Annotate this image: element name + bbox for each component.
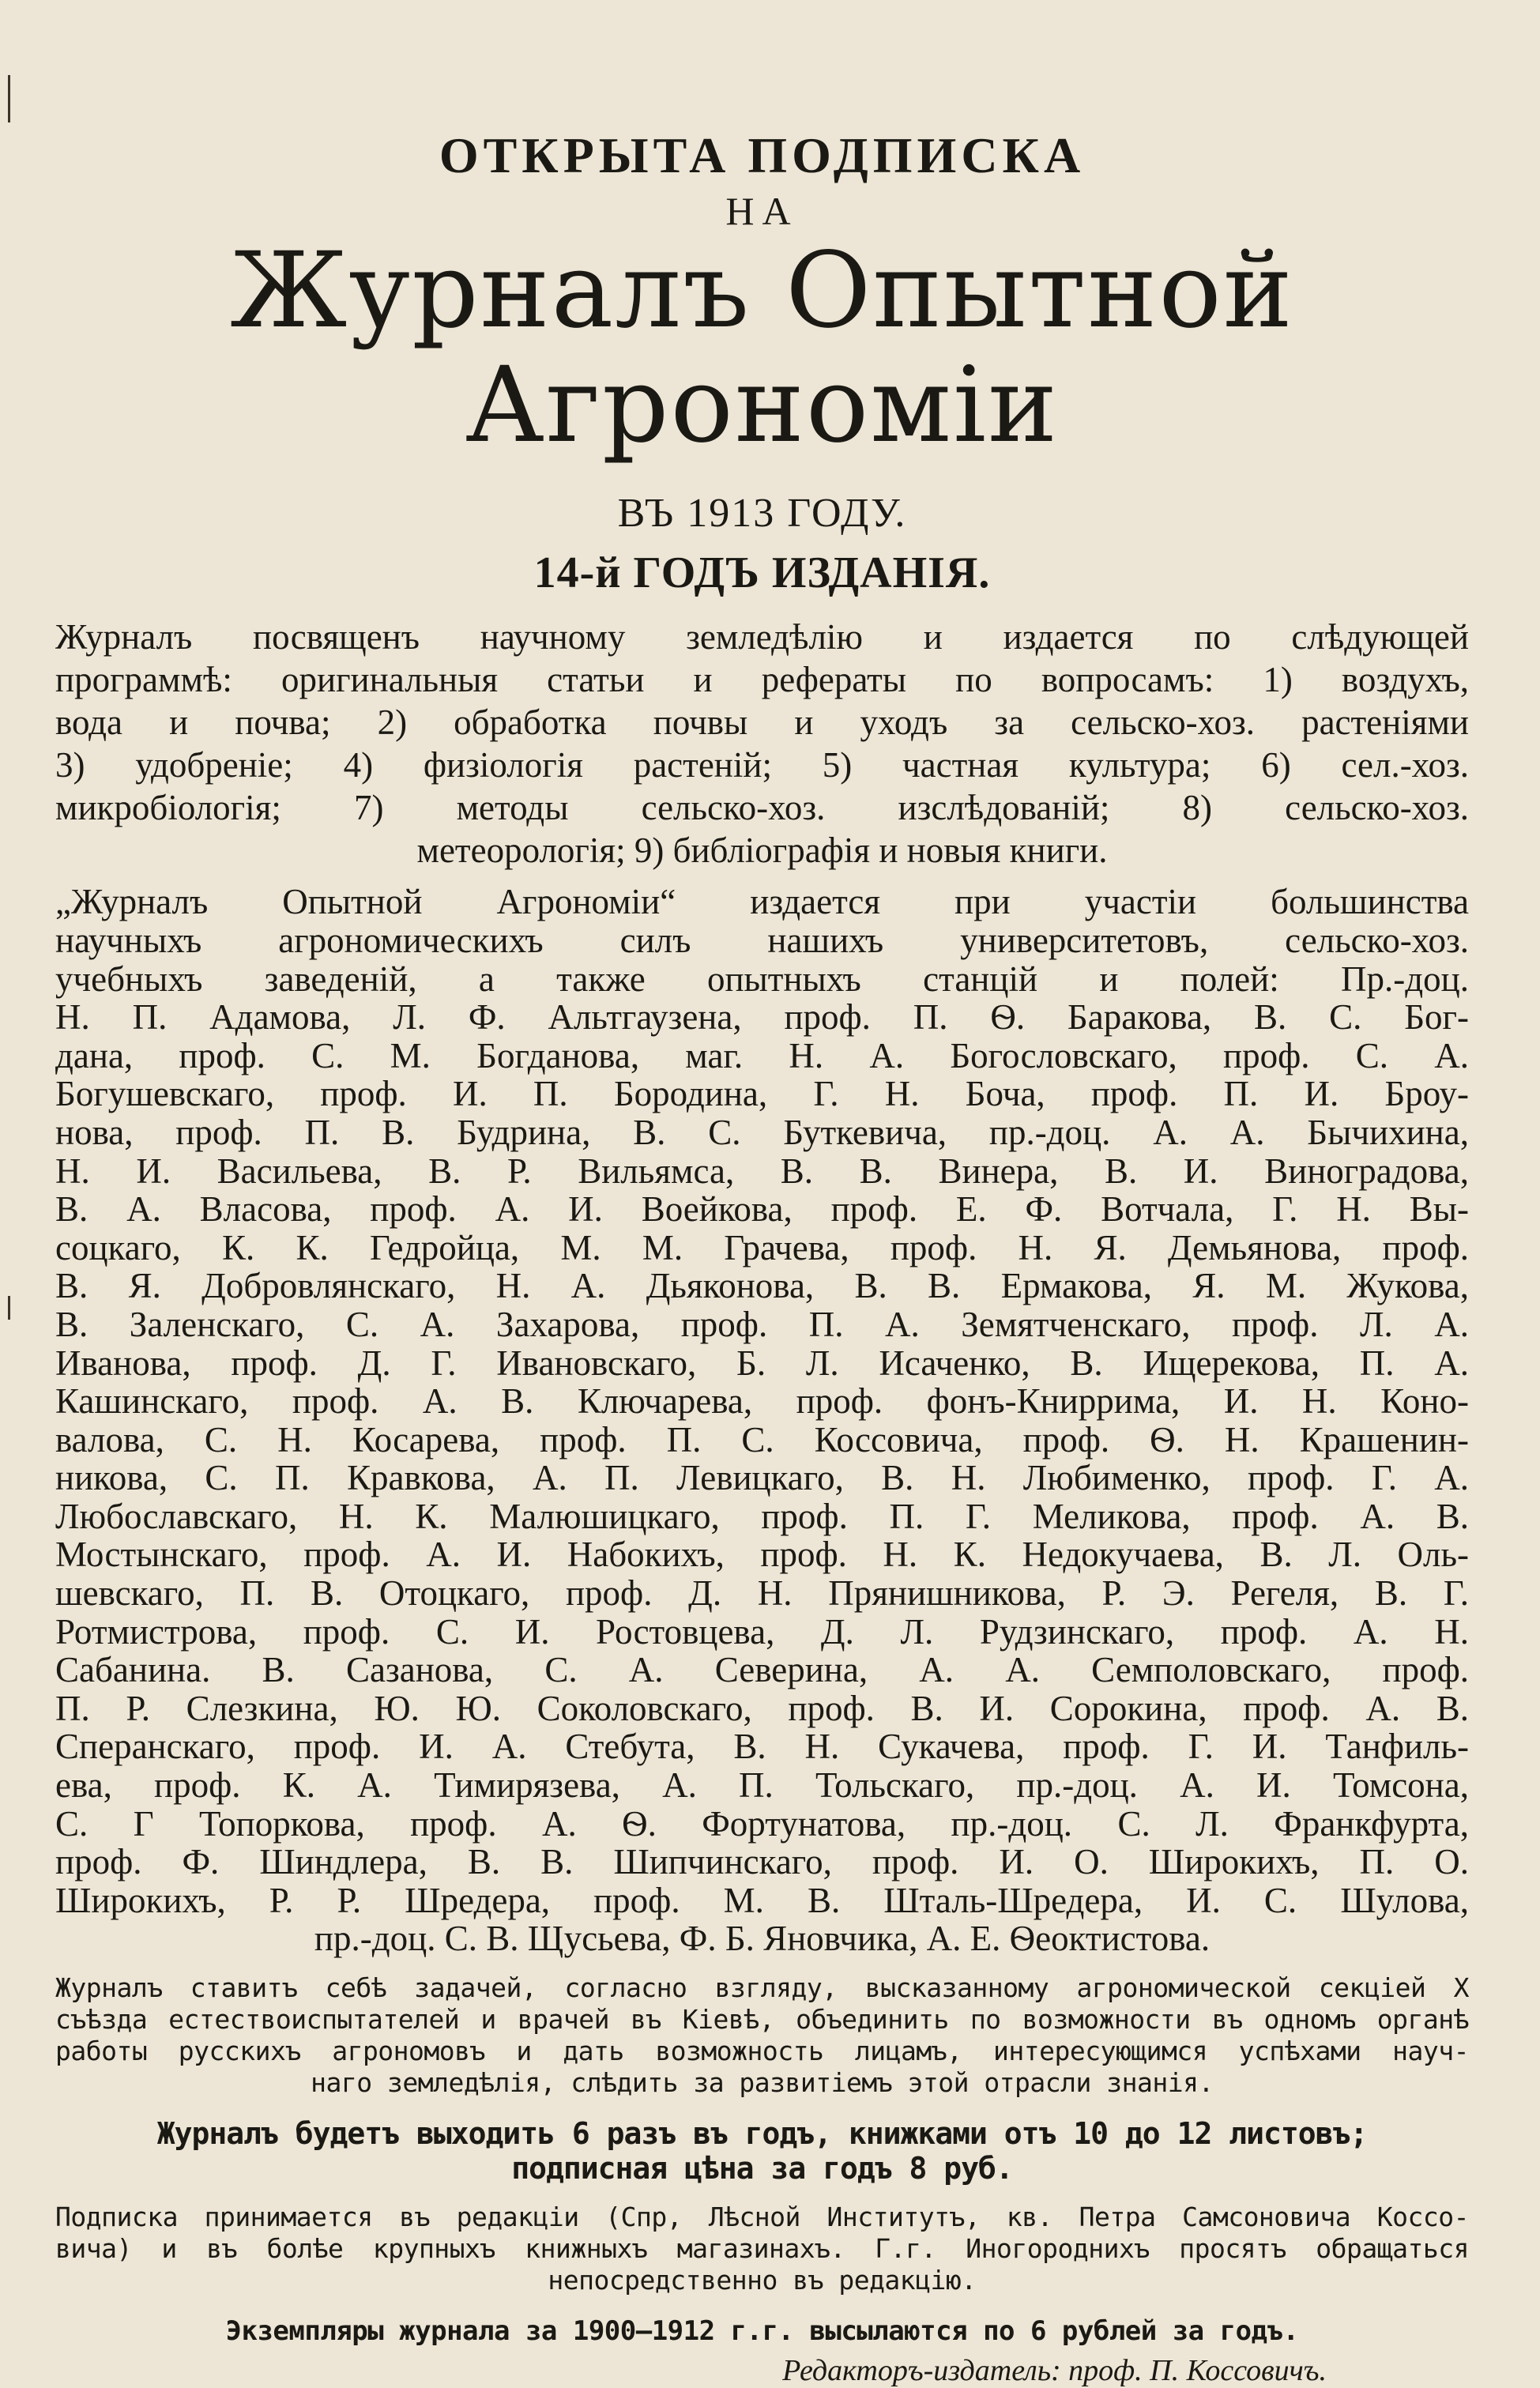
header-line2: НА [725, 189, 799, 233]
contributors-line: соцкаго, К. К. Гедройца, М. М. Грачева, проф. Н. Я. Демьянова, проф. [55, 1227, 1469, 1267]
aim-line: Журналъ ставитъ себѣ задачей, согласно взгляду, высказанному агрономической секціей X [55, 1972, 1469, 2003]
contributors-line: дана, проф. С. М. Богданова, маг. Н. А. Богословскаго, проф. С. А. [55, 1035, 1469, 1075]
subscription-line: вича) и въ болѣе крупныхъ книжныхъ магазинахъ. Г.г. Иногороднихъ просятъ обращаться [55, 2233, 1469, 2264]
contributors-line: ева, проф. К. А. Тимирязева, А. П. Тольскаго, пр.-доц. А. И. Томсона, [55, 1765, 1469, 1806]
subscription-line: Подписка принимается въ редакціи (Спр, Лѣсной Институтъ, кв. Петра Самсоновича Коссо- [55, 2202, 1469, 2232]
contributors-line: Ротмистрова, проф. С. И. Ростовцева, Д. Л. Рудзинскаго, проф. А. Н. [55, 1611, 1469, 1652]
subscription-line-last: непосредственно въ редакцію. [548, 2265, 977, 2296]
contributors-line: Мостынскаго, проф. А. И. Набокихъ, проф. Н. К. Недокучаева, В. Л. Оль- [55, 1535, 1469, 1575]
edition-line: 14-й ГОДЪ ИЗДАНІЯ. [533, 548, 991, 598]
contributors-line: валова, С. Н. Косарева, проф. П. С. Коссовича, проф. Ѳ. Н. Крашенин- [55, 1419, 1469, 1460]
contributors-line: Н. И. Васильева, В. Р. Вильямса, В. В. Винера, В. И. Виноградова, [55, 1151, 1469, 1191]
notice-line1: Журналъ будетъ выходить 6 разъ въ годъ, книжками отъ 10 до 12 листовъ; [156, 2116, 1368, 2151]
aim-line: съѣзда естествоиспытателей и врачей въ Кіевѣ, объединить по возможности въ одномъ органѣ [55, 2004, 1469, 2035]
program-line: 3) удобреніе; 4) физіологія растеній; 5) частная культура; 6) сел.-хоз. [55, 745, 1469, 785]
contributors-line: Н. П. Адамова, Л. Ф. Альтгаузена, проф. П. Ѳ. Баракова, В. С. Бог- [55, 997, 1469, 1038]
contributors-line: нова, проф. П. В. Будрина, В. С. Буткевича, пр.-доц. А. А. Бычихина, [55, 1112, 1469, 1152]
contributors-line: В. А. Власова, проф. А. И. Воейкова, проф. Е. Ф. Вотчала, Г. Н. Вы- [55, 1189, 1469, 1230]
contributors-line: Иванова, проф. Д. Г. Ивановскаго, Б. Л. Исаченко, В. Ищерекова, П. А. [55, 1343, 1469, 1383]
year-line: ВЪ 1913 ГОДУ. [617, 491, 907, 537]
copies-notice: Экземпляры журнала за 1900—1912 г.г. высылаются по 6 рублей за годъ. [225, 2315, 1299, 2347]
contributors-line: Кашинскаго, проф. А. В. Ключарева, проф. фонъ-Книррима, И. Н. Коно- [55, 1381, 1469, 1422]
contributors-line-last: пр.-доц. С. В. Щусьева, Ф. Б. Яновчика, А. Е. Ѳеоктистова. [314, 1919, 1211, 1959]
contributors-line: шевскаго, П. В. Отоцкаго, проф. Д. Н. Прянишникова, Р. Э. Регеля, В. Г. [55, 1573, 1469, 1614]
subscription-notice [55, 2116, 1469, 2186]
contributors-line: Сабанина. В. Сазанова, С. А. Северина, А. А. Семполовскаго, проф. [55, 1650, 1469, 1690]
contributors-line: учебныхъ заведеній, а также опытныхъ станцій и полей: Пр.-доц. [55, 959, 1469, 999]
contributors-line: „Журналъ Опытной Агрономіи“ издается при участіи большинства [55, 882, 1469, 922]
aim-line: работы русскихъ агрономовъ и дать возможность лицамъ, интересующимся успѣхами науч- [55, 2036, 1469, 2066]
contributors-line: проф. Ф. Шиндлера, В. В. Шипчинскаго, проф. И. О. Широкихъ, П. О. [55, 1842, 1469, 1882]
subscription-paragraph [55, 2202, 1469, 2296]
editor-signature: Редакторъ-издатель: проф. П. Коссовичъ. [782, 2354, 1327, 2387]
aim-paragraph [55, 1972, 1469, 2099]
contributors-line: никова, С. П. Кравкова, А. П. Левицкаго, В. Н. Любименко, проф. Г. А. [55, 1458, 1469, 1498]
program-line-last: метеорологія; 9) библіографія и новыя книги. [416, 831, 1108, 871]
contributors-line: Богушевскаго, проф. И. П. Бородина, Г. Н. Боча, проф. П. И. Броу- [55, 1074, 1469, 1114]
contributors-line: С. Г Топоркова, проф. А. Ѳ. Фортунатова, пр.-доц. С. Л. Франкфурта, [55, 1803, 1469, 1844]
program-paragraph [55, 616, 1469, 872]
header-line1: ОТКРЫТА ПОДПИСКА [439, 127, 1086, 183]
journal-title: Журналъ Опытной Агрономіи [230, 230, 1294, 467]
program-line: программѣ: оригинальныя статьи и рефераты по вопросамъ: 1) воздухъ, [55, 660, 1469, 700]
contributors-line: научныхъ агрономическихъ силъ нашихъ университетовъ, сельско-хоз. [55, 920, 1469, 960]
contributors-line: В. Заленскаго, С. А. Захарова, проф. П. А. Земятченскаго, проф. Л. А. [55, 1304, 1469, 1344]
contributors-line: Сперанскаго, проф. И. А. Стебута, В. Н. Сукачева, проф. Г. И. Танфиль- [55, 1727, 1469, 1767]
aim-line-last: наго земледѣлія, слѣдить за развитіемъ этой отрасли знанія. [311, 2067, 1214, 2098]
page-edge-mark [8, 1296, 10, 1320]
notice-line2: подписная цѣна за годъ 8 руб. [511, 2151, 1013, 2186]
contributors-line: Любославскаго, Н. К. Малюшицкаго, проф. П. Г. Меликова, проф. А. В. [55, 1496, 1469, 1536]
page-edge-mark [8, 75, 10, 122]
program-line: микробіологія; 7) методы сельско-хоз. изслѣдованій; 8) сельско-хоз. [55, 788, 1469, 828]
contributors-line: П. Р. Слезкина, Ю. Ю. Соколовскаго, проф. В. И. Сорокина, проф. А. В. [55, 1688, 1469, 1728]
contributors-paragraph [55, 883, 1469, 1958]
contributors-line: В. Я. Добровлянскаго, Н. А. Дьяконова, В. В. Ермакова, Я. М. Жукова, [55, 1266, 1469, 1306]
program-line: Журналъ посвященъ научному земледѣлію и издается по слѣдующей [55, 617, 1469, 657]
contributors-line: Широкихъ, Р. Р. Шредера, проф. М. В. Шталь-Шредера, И. С. Шулова, [55, 1880, 1469, 1920]
program-line: вода и почва; 2) обработка почвы и уходъ за сельско-хоз. растеніями [55, 702, 1469, 743]
